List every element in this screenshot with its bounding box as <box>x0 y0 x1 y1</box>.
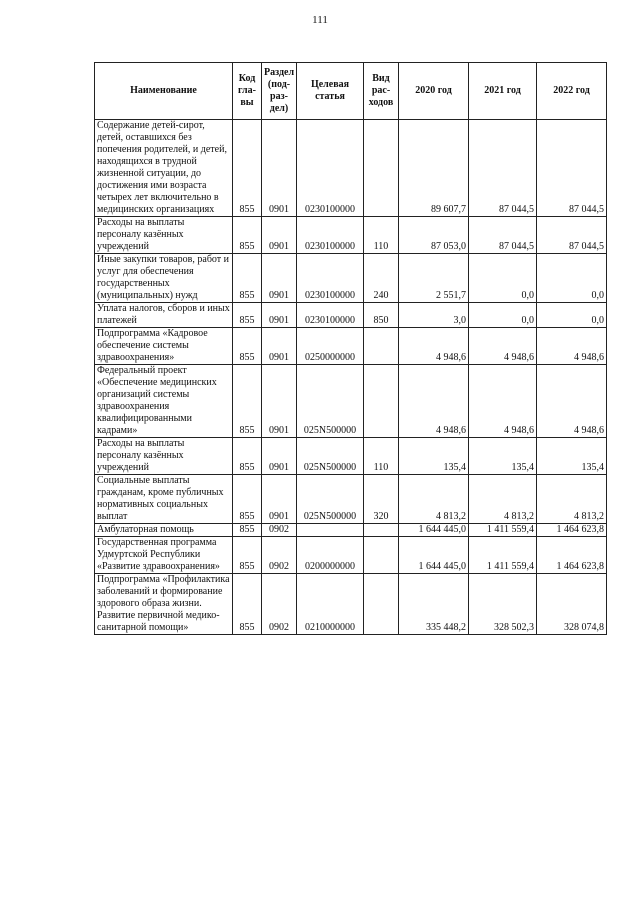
row-2020: 4 813,2 <box>399 475 469 524</box>
header-name: Наименование <box>95 63 233 120</box>
row-2020: 335 448,2 <box>399 574 469 635</box>
row-expense <box>364 524 399 537</box>
row-expense <box>364 574 399 635</box>
row-2021: 0,0 <box>469 303 537 328</box>
header-2020: 2020 год <box>399 63 469 120</box>
row-section: 0901 <box>262 475 297 524</box>
table-header-row <box>95 63 607 120</box>
row-name: Амбулаторная помощь <box>95 524 233 537</box>
row-name: Государственная программа Удмуртской Республики «Развитие здравоохранения» <box>95 537 233 574</box>
row-expense: 320 <box>364 475 399 524</box>
row-target: 0230100000 <box>297 254 364 303</box>
row-code: 855 <box>233 254 262 303</box>
row-code: 855 <box>233 365 262 438</box>
row-expense: 850 <box>364 303 399 328</box>
row-2021: 4 813,2 <box>469 475 537 524</box>
row-2022: 4 813,2 <box>537 475 607 524</box>
table-row <box>95 574 607 635</box>
row-target <box>297 524 364 537</box>
row-section: 0901 <box>262 217 297 254</box>
header-2022: 2022 год <box>537 63 607 120</box>
row-code: 855 <box>233 303 262 328</box>
table-row <box>95 303 607 328</box>
row-2020: 4 948,6 <box>399 328 469 365</box>
row-2021: 0,0 <box>469 254 537 303</box>
row-section: 0901 <box>262 365 297 438</box>
row-section: 0901 <box>262 254 297 303</box>
row-2020: 135,4 <box>399 438 469 475</box>
row-name: Подпрограмма «Кадровое обеспечение системы здравоохранения» <box>95 328 233 365</box>
header-target: Целевая статья <box>297 63 364 120</box>
row-expense: 110 <box>364 438 399 475</box>
row-2022: 87 044,5 <box>537 217 607 254</box>
table-row <box>95 537 607 574</box>
table-row <box>95 475 607 524</box>
row-name: Федеральный проект «Обеспечение медицинских организаций системы здравоохранения квалифицированными кадрами» <box>95 365 233 438</box>
table-row <box>95 217 607 254</box>
row-code: 855 <box>233 475 262 524</box>
row-2022: 0,0 <box>537 254 607 303</box>
row-target: 0210000000 <box>297 574 364 635</box>
row-expense: 110 <box>364 217 399 254</box>
row-name: Иные закупки товаров, работ и услуг для обеспечения государственных (муниципальных) нужд <box>95 254 233 303</box>
row-code: 855 <box>233 537 262 574</box>
row-2022: 0,0 <box>537 303 607 328</box>
row-section: 0901 <box>262 303 297 328</box>
row-2021: 4 948,6 <box>469 328 537 365</box>
row-target: 025N500000 <box>297 365 364 438</box>
table-row <box>95 254 607 303</box>
row-section: 0902 <box>262 524 297 537</box>
row-2021: 135,4 <box>469 438 537 475</box>
row-2020: 89 607,7 <box>399 120 469 217</box>
row-expense <box>364 365 399 438</box>
row-2020: 1 644 445,0 <box>399 524 469 537</box>
row-2022: 4 948,6 <box>537 328 607 365</box>
row-expense: 240 <box>364 254 399 303</box>
row-section: 0902 <box>262 537 297 574</box>
row-2021: 87 044,5 <box>469 217 537 254</box>
row-expense <box>364 537 399 574</box>
row-code: 855 <box>233 328 262 365</box>
row-target: 0230100000 <box>297 120 364 217</box>
table-row <box>95 120 607 217</box>
header-section: Раздел (под- раз- дел) <box>262 63 297 120</box>
row-2020: 3,0 <box>399 303 469 328</box>
row-section: 0901 <box>262 438 297 475</box>
row-expense <box>364 120 399 217</box>
row-name: Расходы на выплаты персоналу казённых учреждений <box>95 217 233 254</box>
row-section: 0901 <box>262 120 297 217</box>
row-name: Подпрограмма «Профилактика заболеваний и формирование здорового образа жизни. Развитие первичной медико-санитарной помощи» <box>95 574 233 635</box>
row-target: 0250000000 <box>297 328 364 365</box>
row-2022: 1 464 623,8 <box>537 524 607 537</box>
header-2021: 2021 год <box>469 63 537 120</box>
row-name: Социальные выплаты гражданам, кроме публичных нормативных социальных выплат <box>95 475 233 524</box>
page-number: 111 <box>312 14 328 26</box>
row-2020: 4 948,6 <box>399 365 469 438</box>
row-target: 0230100000 <box>297 217 364 254</box>
row-name: Расходы на выплаты персоналу казённых учреждений <box>95 438 233 475</box>
budget-table <box>94 62 607 635</box>
row-2021: 87 044,5 <box>469 120 537 217</box>
row-2020: 2 551,7 <box>399 254 469 303</box>
table-row <box>95 328 607 365</box>
row-2022: 135,4 <box>537 438 607 475</box>
row-code: 855 <box>233 217 262 254</box>
row-expense <box>364 328 399 365</box>
row-name: Содержание детей-сирот, детей, оставшихся без попечения родителей, и детей, находящихся в трудной жизненной ситуации, до достижения ими возраста четырех лет включительно в медицинских организациях <box>95 120 233 217</box>
row-target: 0230100000 <box>297 303 364 328</box>
row-2021: 1 411 559,4 <box>469 537 537 574</box>
row-2022: 4 948,6 <box>537 365 607 438</box>
row-2021: 328 502,3 <box>469 574 537 635</box>
row-2022: 87 044,5 <box>537 120 607 217</box>
header-expense: Вид рас- ходов <box>364 63 399 120</box>
table-row <box>95 365 607 438</box>
table-row <box>95 438 607 475</box>
row-2020: 87 053,0 <box>399 217 469 254</box>
row-2022: 328 074,8 <box>537 574 607 635</box>
row-name: Уплата налогов, сборов и иных платежей <box>95 303 233 328</box>
row-target: 025N500000 <box>297 438 364 475</box>
row-2021: 1 411 559,4 <box>469 524 537 537</box>
row-target: 025N500000 <box>297 475 364 524</box>
row-section: 0901 <box>262 328 297 365</box>
row-code: 855 <box>233 574 262 635</box>
row-2022: 1 464 623,8 <box>537 537 607 574</box>
row-2021: 4 948,6 <box>469 365 537 438</box>
row-section: 0902 <box>262 574 297 635</box>
row-code: 855 <box>233 120 262 217</box>
header-code: Код гла- вы <box>233 63 262 120</box>
row-2020: 1 644 445,0 <box>399 537 469 574</box>
row-code: 855 <box>233 524 262 537</box>
row-code: 855 <box>233 438 262 475</box>
table-row <box>95 524 607 537</box>
row-target: 0200000000 <box>297 537 364 574</box>
